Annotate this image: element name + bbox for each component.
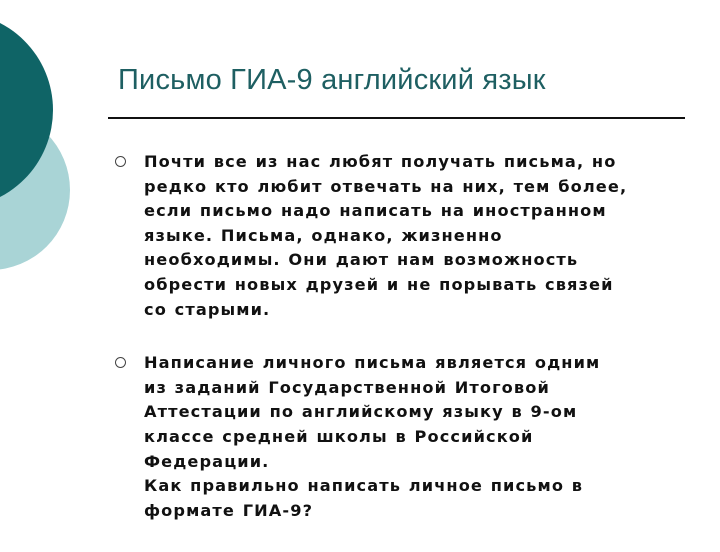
bullet-text: Почти все из нас любят получать письма, но редко кто любит отвечать на них, тем более, если письмо надо написать на иностранном языке. Письма, однако, жизненно необходимы. Они дают нам возможность обрести новых друзей и не порывать связей со старыми. (144, 152, 628, 319)
slide-title: Письмо ГИА-9 английский язык (118, 64, 546, 96)
bullet-item-2 (110, 351, 680, 523)
circles-graphic (0, 0, 90, 300)
bullet-circle-icon (115, 357, 126, 368)
bullet-list (110, 150, 680, 552)
bullet-circle-icon (115, 156, 126, 167)
bullet-item-1 (110, 150, 680, 322)
decorative-circles (0, 0, 90, 300)
bullet-text: Написание личного письма является одним из заданий Государственной Итоговой Аттестации по английскому языку в 9-ом классе средней школы в Российской Федерации. Как правильно написать личное письмо в формате ГИА-9? (144, 353, 601, 520)
title-divider (108, 117, 685, 119)
